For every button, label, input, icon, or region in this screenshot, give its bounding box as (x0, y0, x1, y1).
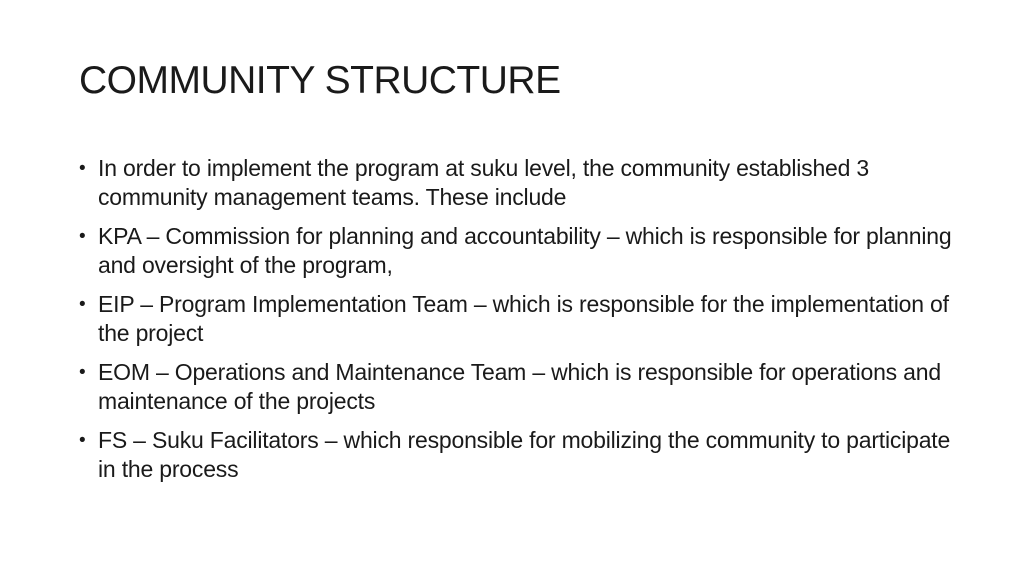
bullet-item-kpa (79, 222, 959, 280)
bullet-item-teams-intro (79, 154, 959, 212)
bullet-text: KPA – Commission for planning and accountability – which is responsible for planning and oversight of the program, (98, 223, 952, 278)
bullet-text: In order to implement the program at suku level, the community established 3 community management teams. These include (98, 155, 870, 210)
bullet-item-eip (79, 290, 959, 348)
bullet-text: EOM – Operations and Maintenance Team – which is responsible for operations and maintenance of the projects (98, 359, 941, 414)
bullet-icon: • (79, 362, 86, 383)
bullet-text: EIP – Program Implementation Team – which is responsible for the implementation of the project (98, 291, 949, 346)
bullet-text: FS – Suku Facilitators – which responsible for mobilizing the community to participate in the process (98, 427, 951, 482)
bullet-list (79, 154, 959, 494)
slide-title: COMMUNITY STRUCTURE (79, 59, 561, 102)
bullet-item-fs (79, 426, 959, 484)
bullet-icon: • (79, 430, 86, 451)
bullet-item-eom (79, 358, 959, 416)
bullet-icon: • (79, 226, 86, 247)
bullet-icon: • (79, 158, 86, 179)
bullet-icon: • (79, 294, 86, 315)
